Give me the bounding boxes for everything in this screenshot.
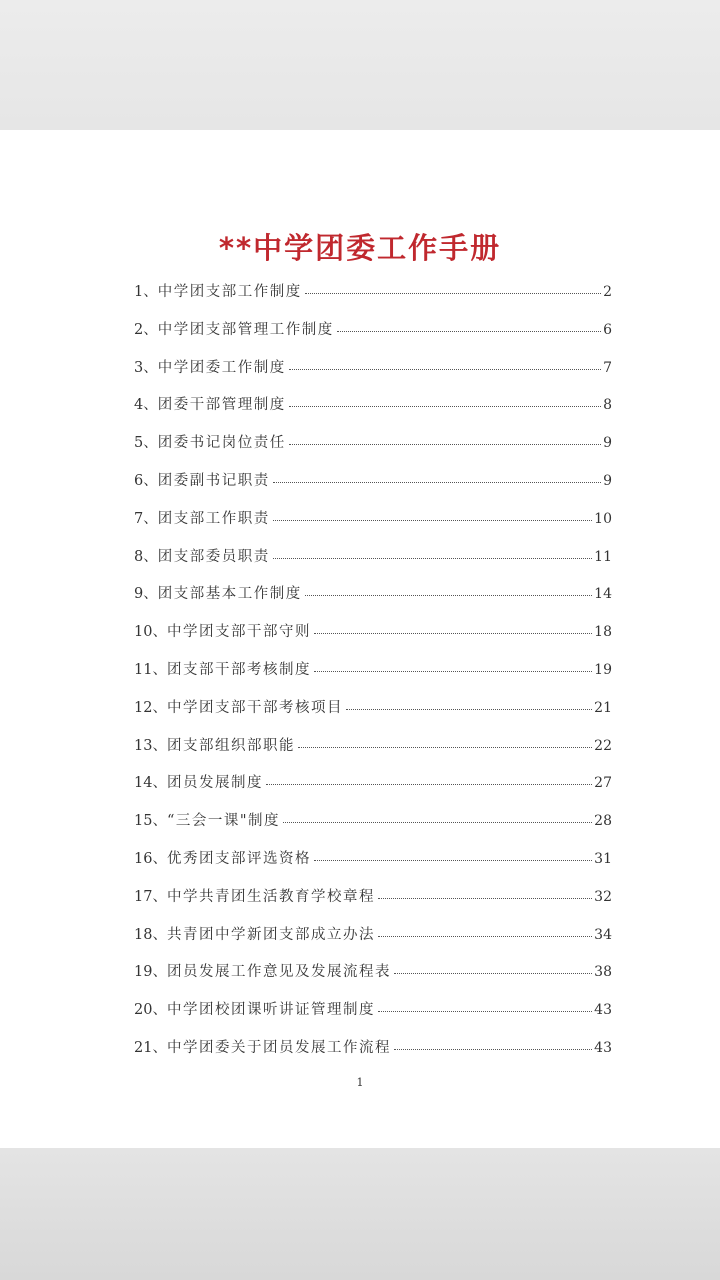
- toc-entry[interactable]: [134, 582, 612, 620]
- toc-entry-number: 4、: [134, 397, 158, 414]
- toc-entry-title: 中学团委工作制度: [157, 359, 286, 376]
- table-of-contents: [134, 280, 612, 1074]
- toc-entry[interactable]: [134, 393, 612, 431]
- toc-entry-title: 中学共青团生活教育学校章程: [166, 888, 375, 905]
- toc-entry-number: 18、: [134, 926, 167, 943]
- document-page[interactable]: [0, 130, 720, 1148]
- toc-entry-title: 团支部工作职责: [157, 510, 270, 527]
- toc-entry[interactable]: [134, 469, 612, 507]
- toc-entry-page: 9: [603, 435, 612, 452]
- toc-dot-leader: [289, 368, 601, 370]
- document-title: **中学团委工作手册: [218, 231, 502, 265]
- toc-dot-leader: [314, 670, 592, 672]
- toc-entry[interactable]: [134, 507, 612, 545]
- toc-entry[interactable]: [134, 771, 612, 809]
- toc-entry-page: 43: [594, 1039, 612, 1056]
- toc-entry-title: 中学团委关于团员发展工作流程: [166, 1039, 391, 1056]
- top-background: [0, 0, 720, 130]
- toc-entry[interactable]: [134, 696, 612, 734]
- toc-dot-leader: [378, 897, 592, 899]
- toc-entry-page: 38: [594, 964, 612, 981]
- toc-dot-leader: [283, 821, 592, 823]
- toc-entry[interactable]: [134, 1036, 612, 1074]
- toc-entry-page: 2: [603, 284, 612, 300]
- toc-entry-page: 10: [594, 510, 612, 527]
- toc-entry-title: “三会一课"制度: [166, 813, 281, 830]
- toc-dot-leader: [378, 1010, 592, 1012]
- toc-dot-leader: [273, 557, 592, 559]
- toc-entry-title: 共青团中学新团支部成立办法: [166, 926, 375, 943]
- toc-entry-number: 19、: [134, 964, 167, 981]
- toc-entry[interactable]: [134, 809, 612, 847]
- toc-entry-number: 16、: [134, 850, 167, 867]
- toc-entry-number: 11、: [134, 661, 167, 678]
- toc-entry[interactable]: [134, 431, 612, 469]
- toc-entry-number: 20、: [134, 1002, 167, 1019]
- toc-entry[interactable]: [134, 318, 612, 356]
- toc-entry-title: 中学团支部干部守则: [166, 624, 311, 641]
- toc-entry-page: 18: [594, 624, 612, 641]
- toc-entry-number: 12、: [134, 699, 167, 716]
- toc-dot-leader: [298, 746, 592, 748]
- toc-dot-leader: [394, 972, 592, 974]
- toc-entry-page: 9: [603, 472, 612, 489]
- toc-dot-leader: [337, 330, 601, 332]
- toc-entry-page: 19: [594, 661, 612, 678]
- toc-entry-title: 中学团支部干部考核项目: [166, 699, 343, 716]
- toc-entry-page: 14: [594, 586, 612, 603]
- toc-dot-leader: [305, 292, 601, 294]
- toc-entry-page: 27: [594, 775, 612, 792]
- toc-entry[interactable]: [134, 960, 612, 998]
- toc-entry-number: 7、: [134, 510, 158, 527]
- toc-entry-title: 团支部组织部职能: [166, 737, 295, 754]
- toc-entry[interactable]: [134, 885, 612, 923]
- toc-entry-page: 34: [594, 926, 612, 943]
- toc-entry-page: 32: [594, 888, 612, 905]
- toc-entry[interactable]: [134, 923, 612, 961]
- toc-dot-leader: [314, 632, 592, 634]
- toc-entry-title: 团员发展制度: [166, 775, 263, 792]
- toc-entry-page: 7: [603, 359, 612, 376]
- toc-entry-number: 17、: [134, 888, 167, 905]
- toc-dot-leader: [394, 1048, 592, 1050]
- toc-dot-leader: [346, 708, 592, 710]
- toc-entry-title: 团委书记岗位责任: [157, 435, 286, 452]
- toc-entry-number: 10、: [134, 624, 167, 641]
- toc-entry-number: 3、: [134, 359, 158, 376]
- toc-entry-page: 8: [603, 397, 612, 414]
- page-number: 1: [356, 1076, 364, 1089]
- toc-entry-number: 5、: [134, 435, 158, 452]
- toc-entry[interactable]: [134, 545, 612, 583]
- toc-entry[interactable]: [134, 847, 612, 885]
- toc-entry-title: 中学团校团课听讲证管理制度: [166, 1002, 375, 1019]
- toc-entry-number: 14、: [134, 775, 167, 792]
- toc-entry-title: 团支部委员职责: [157, 548, 270, 565]
- toc-entry-title: 团支部干部考核制度: [166, 661, 311, 678]
- toc-entry-page: 21: [594, 699, 612, 716]
- toc-entry[interactable]: [134, 998, 612, 1036]
- toc-entry[interactable]: [134, 658, 612, 696]
- toc-entry-page: 43: [594, 1002, 612, 1019]
- toc-dot-leader: [305, 594, 592, 596]
- toc-entry-number: 8、: [134, 548, 158, 565]
- toc-entry-number: 13、: [134, 737, 167, 754]
- toc-entry-title: 团委干部管理制度: [157, 397, 286, 414]
- toc-dot-leader: [289, 443, 601, 445]
- toc-entry-title: 团委副书记职责: [157, 472, 270, 489]
- toc-entry[interactable]: [134, 620, 612, 658]
- toc-dot-leader: [314, 859, 592, 861]
- toc-entry-title: 优秀团支部评选资格: [166, 850, 311, 867]
- toc-entry-title: 团支部基本工作制度: [157, 586, 302, 603]
- toc-entry-number: 6、: [134, 472, 158, 489]
- toc-entry-title: 团员发展工作意见及发展流程表: [166, 964, 391, 981]
- toc-entry-page: 11: [594, 548, 612, 565]
- toc-entry-number: 2、: [134, 321, 158, 338]
- toc-dot-leader: [273, 481, 601, 483]
- toc-entry-title: 中学团支部工作制度: [157, 284, 302, 300]
- toc-entry[interactable]: [134, 356, 612, 394]
- toc-entry-page: 31: [594, 850, 612, 867]
- toc-entry-page: 6: [603, 321, 612, 338]
- toc-entry-page: 22: [594, 737, 612, 754]
- toc-dot-leader: [289, 405, 601, 407]
- toc-entry-title: 中学团支部管理工作制度: [157, 321, 334, 338]
- toc-entry[interactable]: [134, 734, 612, 772]
- toc-dot-leader: [273, 519, 592, 521]
- toc-entry-number: 1、: [134, 284, 158, 300]
- toc-dot-leader: [378, 935, 592, 937]
- toc-dot-leader: [266, 783, 592, 785]
- toc-entry-number: 21、: [134, 1039, 167, 1056]
- toc-entry-page: 28: [594, 813, 612, 830]
- toc-entry-number: 9、: [134, 586, 158, 603]
- bottom-background: [0, 1148, 720, 1280]
- toc-entry[interactable]: [134, 280, 612, 318]
- toc-entry-number: 15、: [134, 813, 167, 830]
